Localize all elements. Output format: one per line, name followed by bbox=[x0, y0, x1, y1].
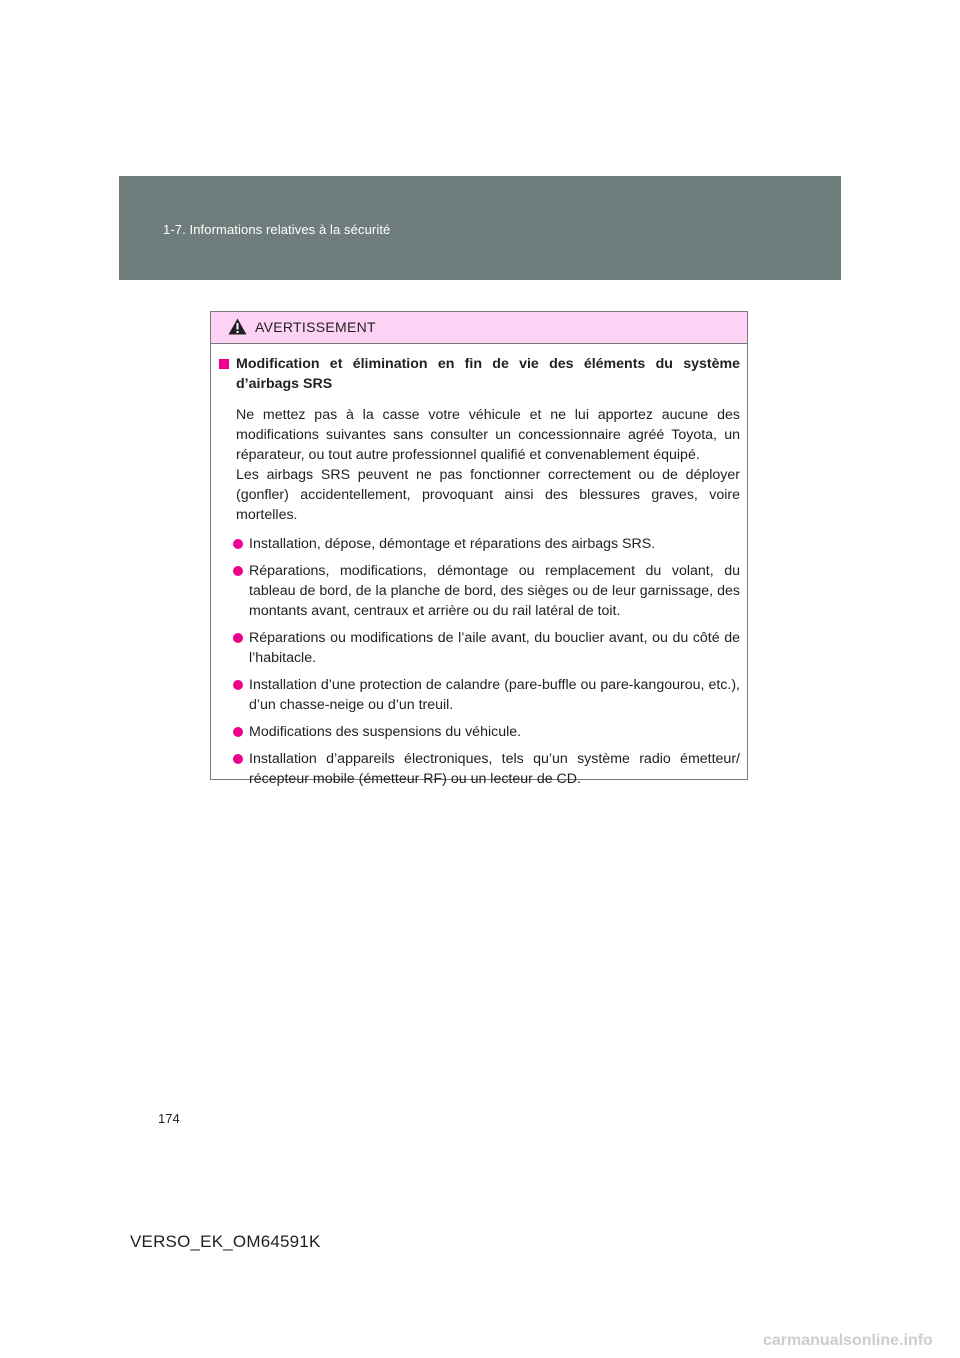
document-code: VERSO_EK_OM64591K bbox=[130, 1232, 321, 1251]
list-item: Modifications des suspensions du véhicule. bbox=[218, 722, 740, 742]
watermark-text: carmanualsonline.info bbox=[763, 1332, 933, 1349]
warning-header bbox=[211, 312, 747, 344]
warning-body bbox=[211, 344, 747, 789]
round-bullet-icon bbox=[233, 754, 243, 764]
list-item: Installation d’une protection de calandre (pare-buffle ou pare-kangourou, etc.), d’un chasse-neige ou d’un treuil. bbox=[218, 675, 740, 715]
round-bullet-icon bbox=[233, 633, 243, 643]
round-bullet-icon bbox=[233, 566, 243, 576]
round-bullet-icon bbox=[233, 680, 243, 690]
warning-intro: Ne mettez pas à la casse votre véhicule et ne lui apportez aucune des modifications suivantes sans consulter un concessionnaire agréé Toyota, un réparateur, ou tout autre professionnel qualifié et convenablement équipé. bbox=[236, 407, 740, 463]
round-bullet-icon bbox=[233, 727, 243, 737]
round-bullet-icon bbox=[233, 539, 243, 549]
warning-label: AVERTISSEMENT bbox=[255, 319, 376, 335]
square-bullet-icon bbox=[219, 359, 229, 369]
warning-heading bbox=[218, 354, 740, 394]
warning-box bbox=[210, 311, 748, 787]
warning-consequence: Les airbags SRS peuvent ne pas fonctionner correctement ou de déployer (gonfler) accidentellement, provoquant ainsi des blessures graves, voire mortelles. bbox=[236, 467, 740, 523]
list-item: Installation, dépose, démontage et réparations des airbags SRS. bbox=[218, 534, 740, 554]
warning-heading-text: Modification et élimination en fin de vie des éléments du système d’airbags SRS bbox=[236, 356, 740, 392]
list-item: Réparations, modifications, démontage ou remplacement du volant, du tableau de bord, de la planche de bord, des sièges ou de leur garnissage, des montants avant, centraux et arrière ou du rail latéral de toit. bbox=[218, 561, 740, 621]
section-title: 1-7. Informations relatives à la sécurité bbox=[163, 222, 391, 237]
warning-list bbox=[218, 534, 740, 789]
warning-triangle-icon bbox=[228, 318, 247, 335]
watermark-logo bbox=[763, 1327, 948, 1351]
list-item: Réparations ou modifications de l’aile avant, du bouclier avant, ou du côté de l’habitacle. bbox=[218, 628, 740, 668]
chapter-header-band bbox=[119, 176, 841, 280]
list-item: Installation d’appareils électroniques, tels qu’un système radio émetteur/ récepteur mobile (émetteur RF) ou un lecteur de CD. bbox=[218, 749, 740, 789]
page-number: 174 bbox=[158, 1111, 180, 1126]
